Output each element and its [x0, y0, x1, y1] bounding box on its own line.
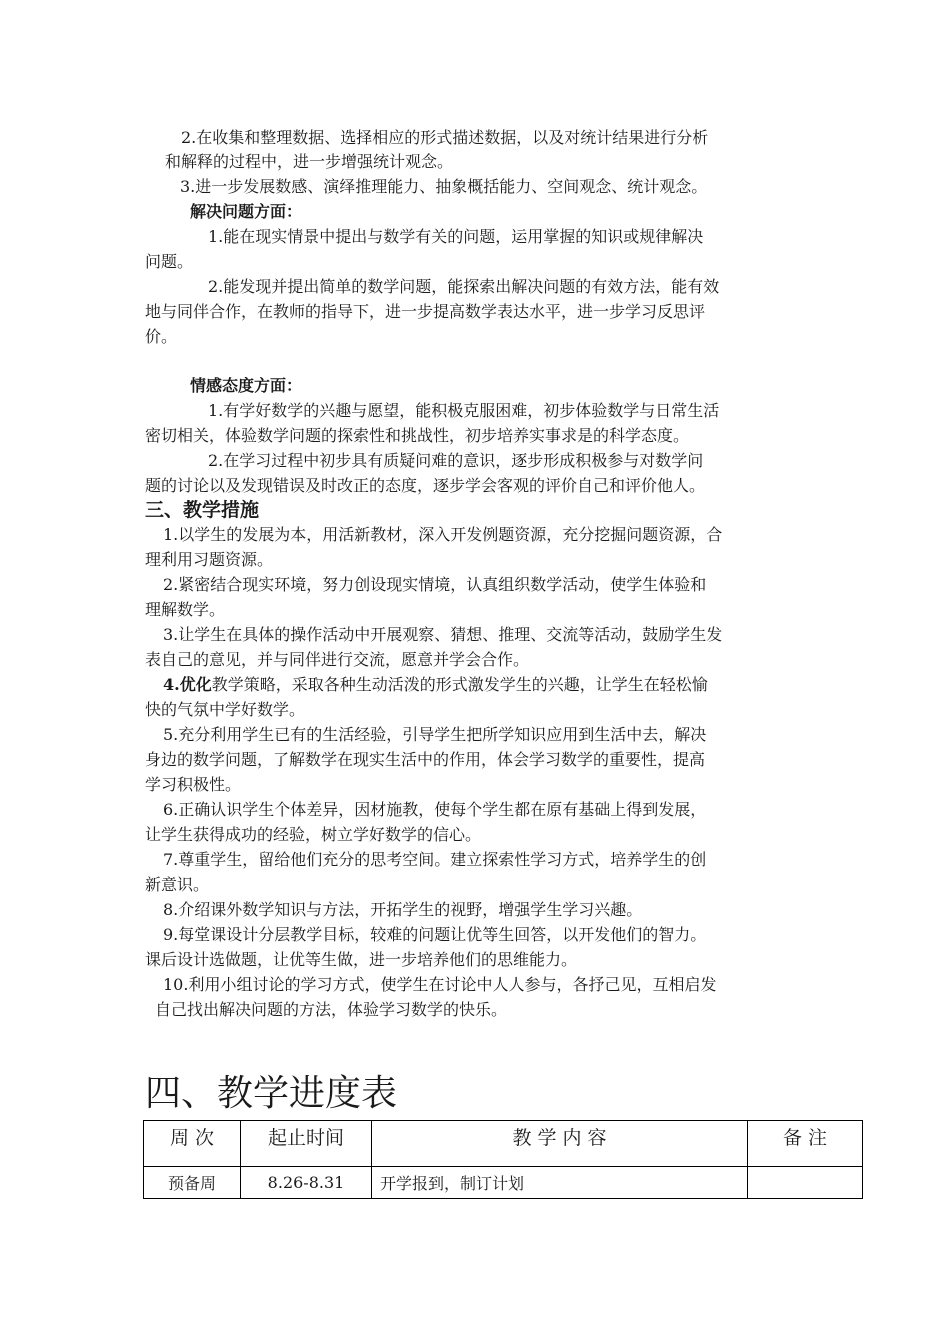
measure-line: 5.充分利用学生已有的生活经验，引导学生把所学知识应用到生活中去，解决: [163, 725, 707, 744]
goal-line: 题的讨论以及发现错误及时改正的态度，逐步学会客观的评价自己和评价他人。: [145, 476, 706, 495]
cell-week: 预备周: [144, 1167, 241, 1199]
goal-line: 问题。: [145, 252, 194, 271]
measure-line: 身边的数学问题，了解数学在现实生活中的作用，体会学习数学的重要性，提高: [145, 750, 706, 769]
goal-line: 2.在收集和整理数据、选择相应的形式描述数据，以及对统计结果进行分析: [181, 128, 709, 147]
cell-notes: [748, 1167, 863, 1199]
measure-line: 理利用习题资源。: [145, 550, 274, 569]
goal-line: 1.有学好数学的兴趣与愿望，能积极克服困难，初步体验数学与日常生活: [208, 401, 720, 420]
measure-line: 9.每堂课设计分层教学目标，较难的问题让优等生回答，以开发他们的智力。: [163, 925, 707, 944]
column-header-content: 教 学 内 容: [372, 1121, 748, 1167]
cell-content: 开学报到，制订计划: [372, 1167, 748, 1199]
goal-line: 价。: [145, 327, 178, 346]
problem-solving-heading: 解决问题方面：: [190, 202, 303, 221]
measure-line: 理解数学。: [145, 600, 226, 619]
measure-line: 8.介绍课外数学知识与方法，开拓学生的视野，增强学生学习兴趣。: [163, 900, 643, 919]
schedule-table: [143, 1120, 863, 1199]
goal-line: 2.能发现并提出简单的数学问题，能探索出解决问题的有效方法，能有效: [208, 277, 720, 296]
schedule-heading: 四、教学进度表: [145, 1073, 398, 1114]
measures-heading: 三、教学措施: [145, 499, 260, 521]
measure-line: 3.让学生在具体的操作活动中开展观察、猜想、推理、交流等活动，鼓励学生发: [163, 625, 723, 644]
goal-line: 地与同伴合作，在教师的指导下，进一步提高数学表达水平，进一步学习反思评: [145, 302, 706, 321]
measure-line: 1.以学生的发展为本，用活新教材，深入开发例题资源，充分挖掘问题资源，合: [163, 525, 723, 544]
table-row: [144, 1167, 863, 1199]
measure-line: 2.紧密结合现实环境，努力创设现实情境，认真组织数学活动，使学生体验和: [163, 575, 707, 594]
measure-line: 自己找出解决问题的方法，体验学习数学的快乐。: [155, 1000, 508, 1019]
measure-line: 6.正确认识学生个体差异，因材施教，使每个学生都在原有基础上得到发展，: [163, 800, 707, 819]
measure-line: [163, 674, 708, 696]
measure-line: 学习积极性。: [145, 775, 242, 794]
measure-line: 课后设计选做题，让优等生做，进一步培养他们的思维能力。: [145, 950, 578, 969]
column-header-week: 周 次: [144, 1121, 241, 1167]
goal-line: 密切相关，体验数学问题的探索性和挑战性，初步培养实事求是的科学态度。: [145, 426, 690, 445]
measure-line: 10.利用小组讨论的学习方式，使学生在讨论中人人参与，各抒己见，互相启发: [163, 975, 717, 994]
column-header-notes: 备 注: [748, 1121, 863, 1167]
goal-line: 1.能在现实情景中提出与数学有关的问题，运用掌握的知识或规律解决: [208, 227, 704, 246]
column-header-dates: 起止时间: [241, 1121, 372, 1167]
measure-text: 教学策略，采取各种生动活泼的形式激发学生的兴趣，让学生在轻松愉: [211, 675, 708, 694]
emotion-attitude-heading: 情感态度方面：: [190, 376, 303, 395]
measure-line: 快的气氛中学好数学。: [145, 700, 306, 719]
table-header-row: [144, 1121, 863, 1167]
goal-line: 2.在学习过程中初步具有质疑问难的意识，逐步形成积极参与对数学问: [208, 451, 704, 470]
measure-line: 让学生获得成功的经验，树立学好数学的信心。: [145, 825, 482, 844]
measure-emphasis: 4.优化: [163, 675, 212, 694]
goal-line: 3.进一步发展数感、演绎推理能力、抽象概括能力、空间观念、统计观念。: [180, 177, 708, 196]
cell-dates: 8.26-8.31: [241, 1167, 372, 1199]
measure-line: 新意识。: [145, 875, 210, 894]
goal-line: 和解释的过程中，进一步增强统计观念。: [165, 152, 454, 171]
measure-line: 7.尊重学生，留给他们充分的思考空间。建立探索性学习方式，培养学生的创: [163, 850, 707, 869]
measure-line: 表自己的意见，并与同伴进行交流，愿意并学会合作。: [145, 650, 530, 669]
